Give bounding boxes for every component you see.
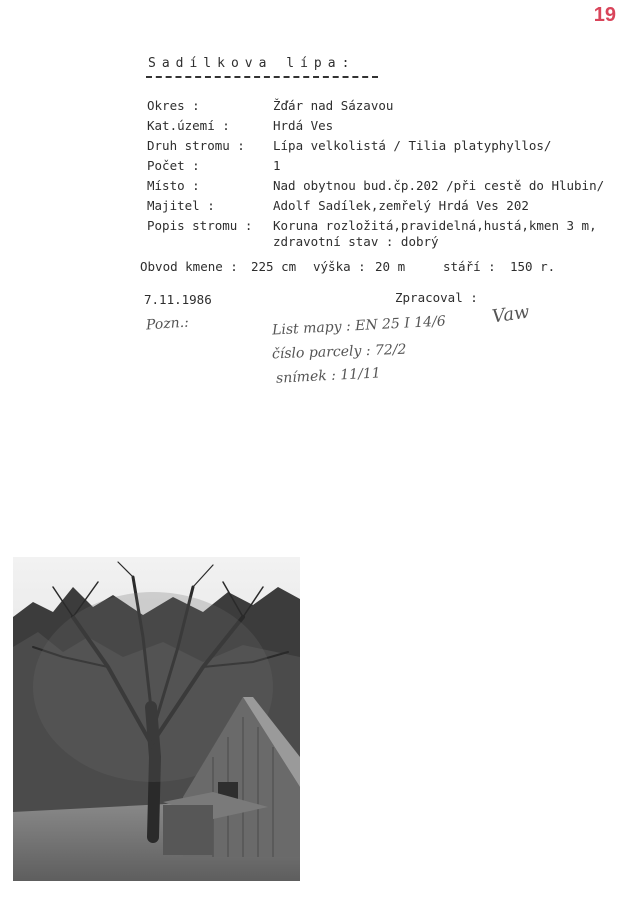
processed-by-label: Zpracoval :: [395, 290, 478, 305]
field-value: Koruna rozložitá,pravidelná,hustá,kmen 3 m,: [273, 218, 597, 233]
field-value: Lípa velkolistá / Tilia platyphyllos/: [273, 138, 552, 153]
field-value-line2: zdravotní stav : dobrý: [273, 234, 439, 249]
vyska-value: 20 m: [375, 259, 406, 274]
field-value: 1: [273, 158, 281, 173]
field-label: Majitel :: [147, 198, 215, 213]
title-underline: [146, 76, 378, 78]
obvod-value: 225 cm: [251, 259, 297, 274]
field-value: Nad obytnou bud.čp.202 /při cestě do Hlubin/: [273, 178, 605, 193]
field-label: Popis stromu :: [147, 218, 253, 233]
vyska-label: výška :: [313, 259, 366, 274]
signature: Vaw: [490, 301, 531, 328]
handwritten-parcel-number: číslo parcely : 72/2: [271, 341, 407, 363]
stari-label: stáří :: [443, 259, 496, 274]
field-label: Kat.území :: [147, 118, 230, 133]
page-number: 19: [593, 4, 616, 26]
field-label: Místo :: [147, 178, 200, 193]
handwritten-photo-number: snímek : 11/11: [275, 365, 382, 387]
field-value: Hrdá Ves: [273, 118, 334, 133]
record-date: 7.11.1986: [144, 292, 212, 307]
stari-value: 150 r.: [510, 259, 556, 274]
field-label: Počet :: [147, 158, 200, 173]
obvod-label: Obvod kmene :: [140, 259, 238, 274]
tree-photograph: [13, 557, 300, 881]
field-value: Žďár nad Sázavou: [273, 98, 394, 113]
document-title: Sadílkova lípa:: [148, 56, 356, 71]
handwritten-map-sheet: List mapy : EN 25 I 14/6: [271, 313, 447, 339]
field-label: Druh stromu :: [147, 138, 245, 153]
handwritten-note-label: Pozn.:: [145, 314, 190, 334]
field-label: Okres :: [147, 98, 200, 113]
field-value: Adolf Sadílek,zemřelý Hrdá Ves 202: [273, 198, 529, 213]
